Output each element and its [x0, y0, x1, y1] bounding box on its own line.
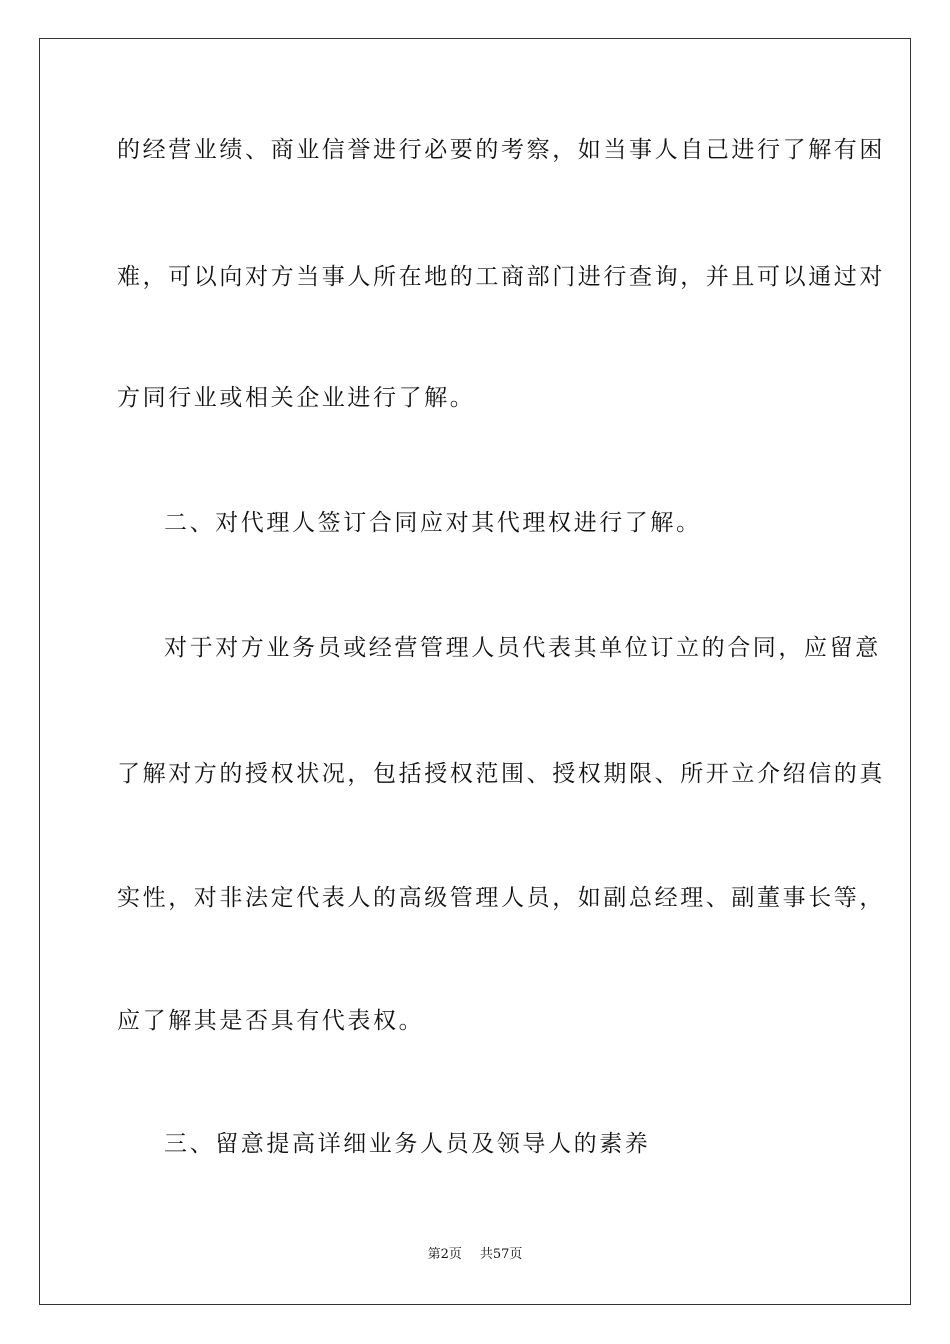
paragraph-2-line-3: 实性，对非法定代表人的高级管理人员，如副总经理、副董事长等， [117, 885, 885, 911]
section-heading-2: 二、对代理人签订合同应对其代理权进行了解。 [164, 510, 702, 536]
paragraph-2-line-4: 应了解其是否具有代表权。 [117, 1008, 425, 1034]
page-number: 第2页 [427, 1247, 462, 1262]
paragraph-1-line-3: 方同行业或相关企业进行了解。 [117, 385, 476, 411]
paragraph-1-line-1: 的经营业绩、商业信誉进行必要的考察，如当事人自己进行了解有困 [117, 137, 885, 163]
section-heading-3: 三、留意提高详细业务人员及领导人的素养 [164, 1131, 651, 1157]
page-border [39, 38, 911, 1305]
paragraph-2-line-2: 了解对方的授权状况，包括授权范围、授权期限、所开立介绍信的真 [117, 761, 885, 787]
paragraph-2-line-1: 对于对方业务员或经营管理人员代表其单位订立的合同，应留意 [164, 635, 881, 661]
paragraph-1-line-2: 难，可以向对方当事人所在地的工商部门进行查询，并且可以通过对 [117, 264, 885, 290]
page-footer [0, 1246, 950, 1264]
total-pages: 共57页 [479, 1247, 523, 1262]
